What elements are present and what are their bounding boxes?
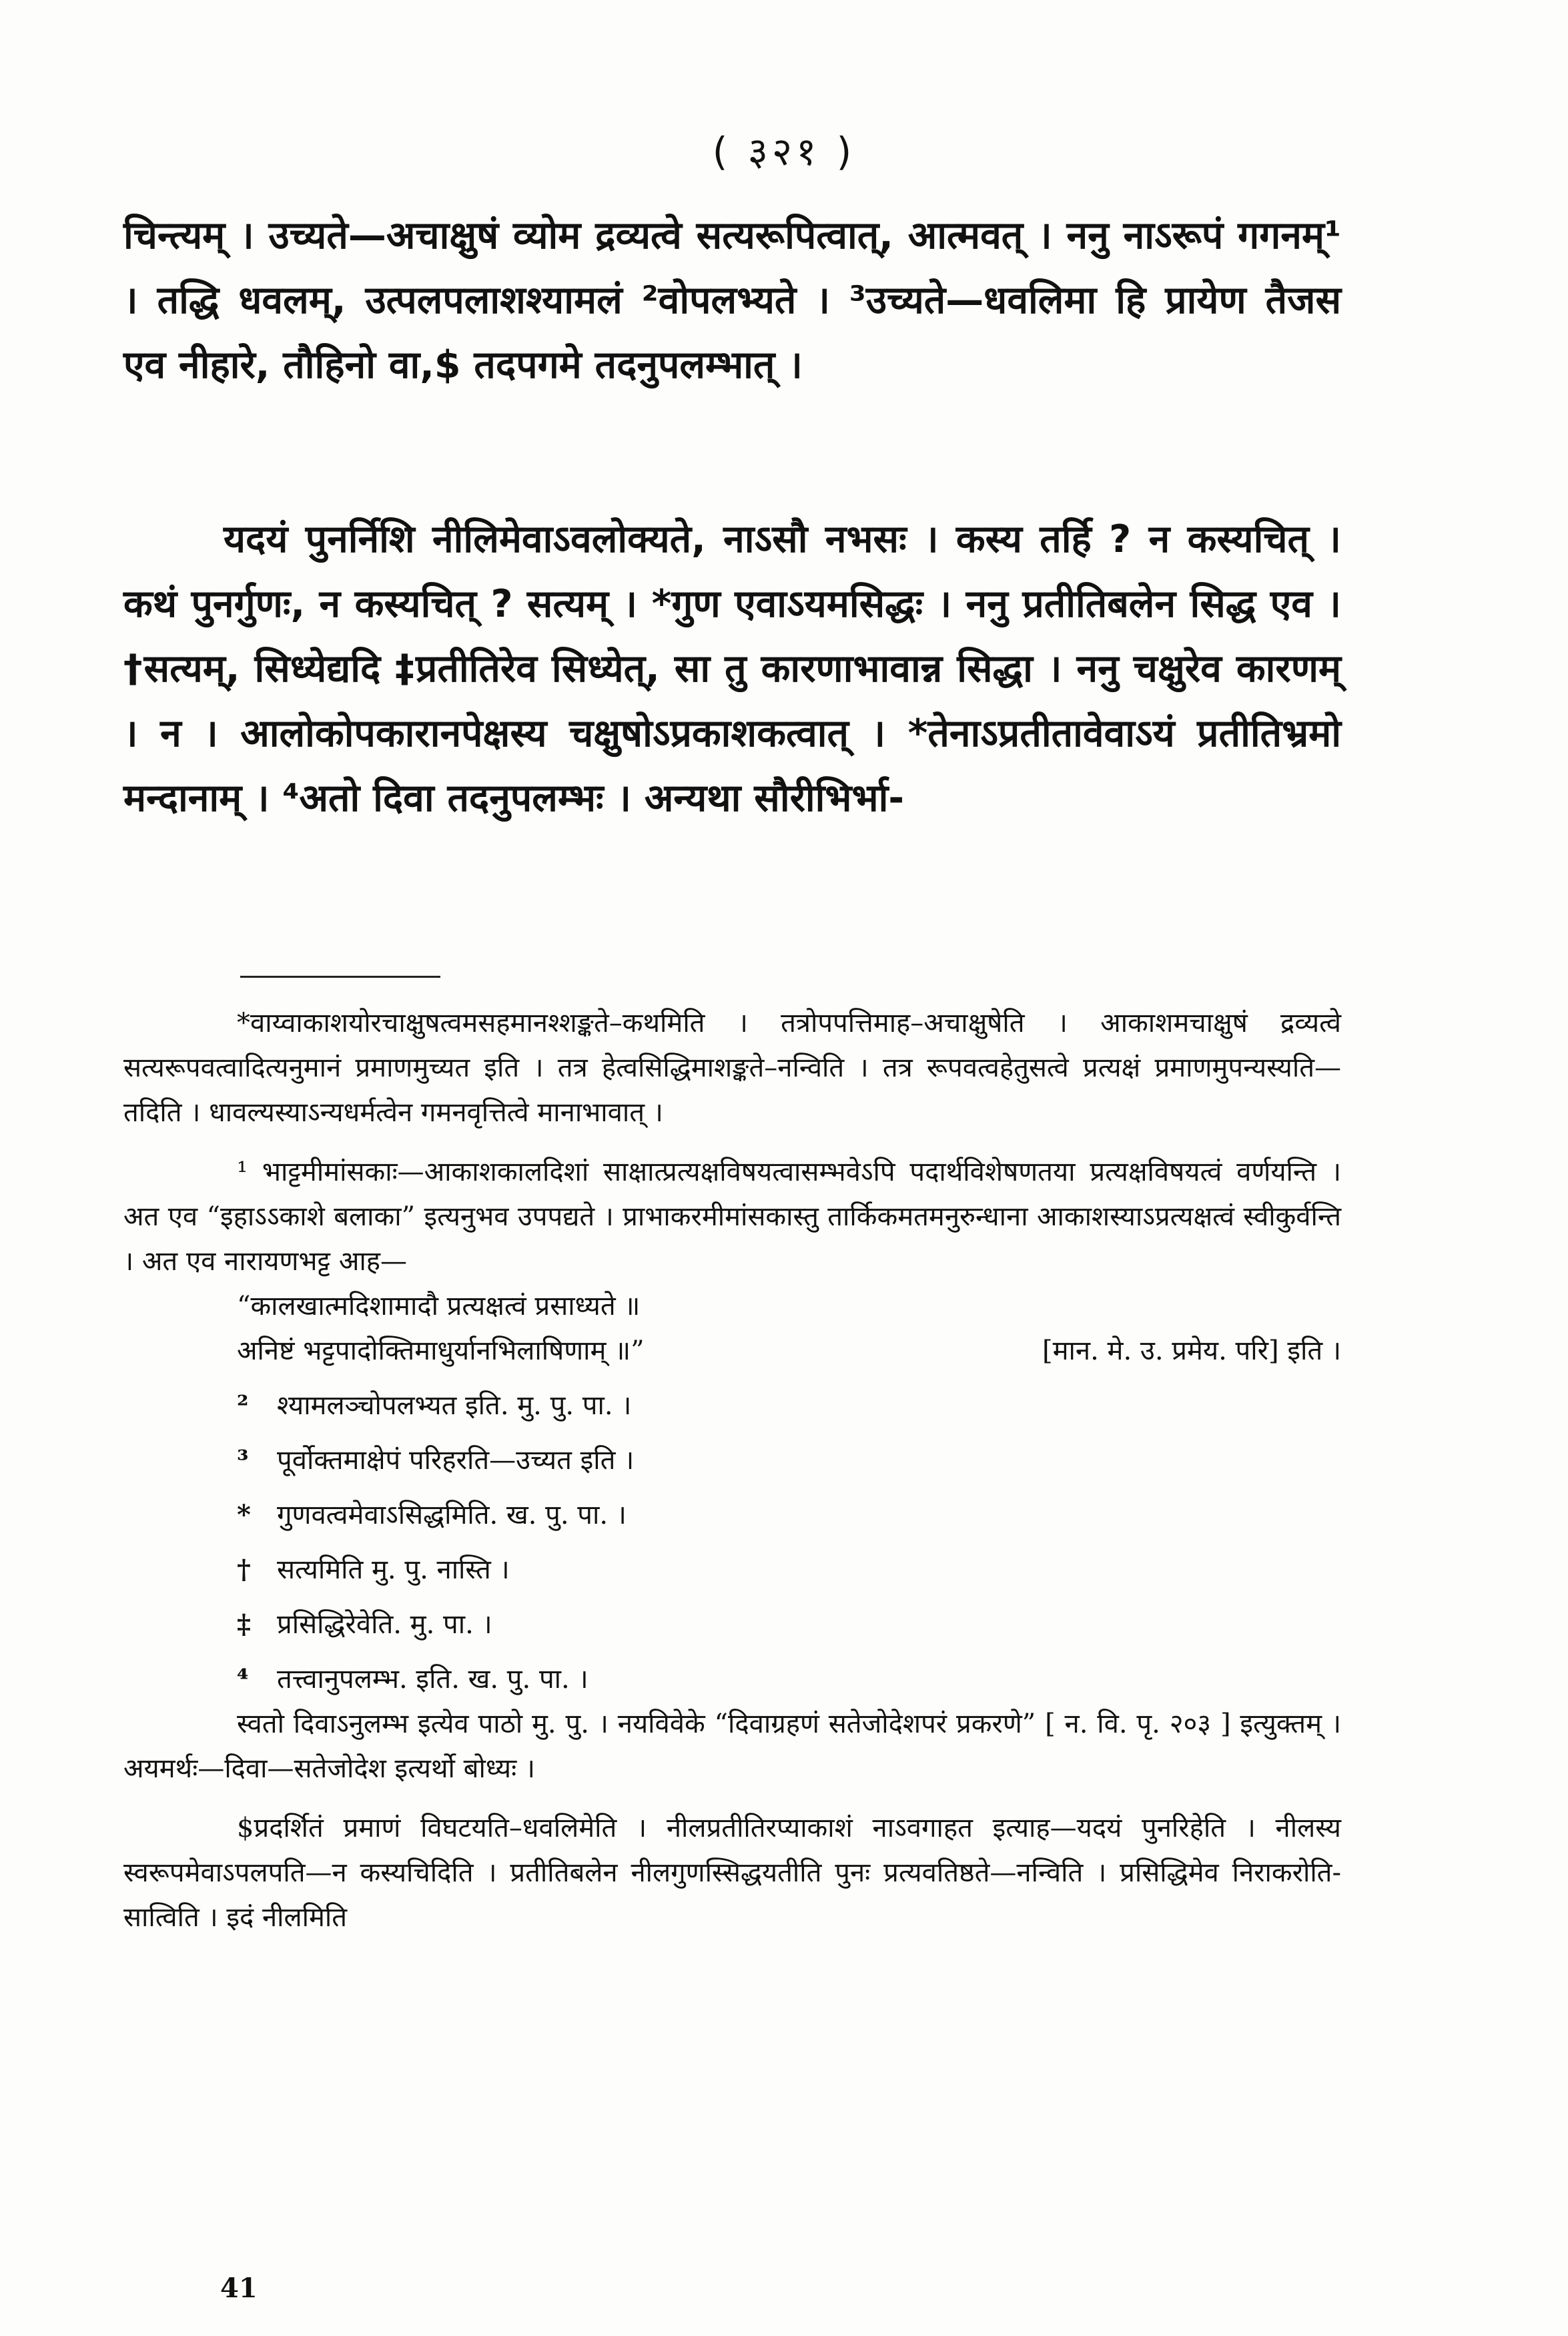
- footnotes: [123, 1001, 1341, 1940]
- footnote-star-2-text: गुणवत्वमेवाऽसिद्धमिति. ख. पु. पा. ।: [277, 1500, 627, 1530]
- footnote-dagger-text: सत्यमिति मु. पु. नास्ति ।: [277, 1554, 510, 1585]
- footnote-double-dagger: [123, 1602, 1341, 1647]
- footnote-4-continuation: स्वतो दिवाऽनुलम्भ इत्येव पाठो मु. पु. । नयविवेके “दिवाग्रहणं सतेजोदेशपरं प्रकरणे” [ न. वि. पृ. २०३ ] इत्युक्तम् । अयमर्थः—दिवा—सतेजोदेश इत्यर्थो बोध्यः ।: [123, 1709, 1341, 1784]
- folio-number: 41: [220, 2273, 258, 2304]
- footnote-1: ¹ भाट्टमीमांसकाः—आकाशकालदिशां साक्षात्प्रत्यक्षविषयत्वासम्भवेऽपि पदार्थविशेषणतया प्रत्यक्षविषयत्वं वर्णयन्ति । अत एव “इहाऽऽकाशे बलाका” इत्यनुभव उपपद्यते । प्राभाकरमीमांसकास्तु तार्किकमतमनुरुन्धाना आकाशस्याऽप्रत्यक्षत्वं स्वीकुर्वन्ति । अत एव नारायणभट्ट आह—: [123, 1157, 1341, 1277]
- verse-line-2-row: [123, 1329, 1341, 1374]
- footnote-4: [123, 1657, 1341, 1702]
- footnote-2: [123, 1383, 1341, 1428]
- footnote-double-dagger-mark: ‡: [237, 1609, 251, 1640]
- footnote-dagger: [123, 1547, 1341, 1592]
- footnote-4-text: तत्त्वानुपलम्भ. इति. ख. पु. पा. ।: [277, 1664, 589, 1695]
- page-number: ( ३२१ ): [712, 129, 856, 174]
- footnote-dollar: $प्रदर्शितं प्रमाणं विघटयति–धवलिमेति । नीलप्रतीतिरप्याकाशं नाऽवगाहत इत्याह—यदयं पुनरिहेति । नीलस्य स्वरूपमेवाऽपलपति—न कस्यचिदिति । प्रतीतिबलेन नीलगुणस्सिद्धयतीति पुनः प्रत्यवतिष्ठते—नन्विति । प्रसिद्धिमेव निराकरोति-सात्विति । इदं नीलमिति: [123, 1813, 1341, 1933]
- main-text-block: [123, 204, 1341, 398]
- footnote-3-mark: ³: [237, 1444, 249, 1476]
- main-paragraph-1: चिन्त्यम् । उच्यते—अचाक्षुषं व्योम द्रव्यत्वे सत्यरूपित्वात्, आत्मवत् । ननु नाऽरूपं गगनम्¹ । तद्धि धवलम्, उत्पलपलाशश्यामलं ²वोपलभ्यते । ³उच्यते—धवलिमा हि प्रायेण तैजस एव नीहारे, तौहिनो वा,$ तदपगमे तदनुपलम्भात् ।: [123, 214, 1341, 387]
- footnote-dagger-mark: †: [237, 1554, 251, 1585]
- footnote-3: [123, 1438, 1341, 1483]
- verse-source: [मान. मे. उ. प्रमेय. परि] इति ।: [1042, 1336, 1341, 1366]
- verse-line-2: अनिष्टं भट्टपादोक्तिमाधुर्यानभिलाषिणाम् ॥”: [237, 1336, 645, 1366]
- footnote-2-mark: ²: [237, 1390, 249, 1421]
- footnote-3-text: पूर्वोक्तमाक्षेपं परिहरति—उच्यत इति ।: [277, 1445, 635, 1476]
- footnote-star-2-mark: *: [237, 1499, 251, 1530]
- footnote-4-mark: ⁴: [237, 1663, 249, 1695]
- footnote-2-text: श्यामलञ्चोपलभ्यत इति. मु. पु. पा. ।: [277, 1390, 632, 1421]
- footnote-star: *वाय्वाकाशयोरचाक्षुषत्वमसहमानश्शङ्कते–कथमिति । तत्रोपपत्तिमाह–अचाक्षुषेति । आकाशमचाक्षुषं द्रव्यत्वे सत्यरूपवत्वादित्यनुमानं प्रमाणमुच्यत इति । तत्र हेत्वसिद्धिमाशङ्कते–नन्विति । तत्र रूपवत्वहेतुसत्वे प्रत्यक्षं प्रमाणमुपन्यस्यति—तदिति । धावल्यस्याऽन्यधर्मत्वेन गमनवृत्तित्वे मानाभावात् ।: [123, 1008, 1341, 1128]
- main-paragraph-2: यदयं पुनर्निशि नीलिमेवाऽवलोक्यते, नाऽसौ नभसः । कस्य तर्हि ? न कस्यचित् । कथं पुनर्गुणः, न कस्यचित् ? सत्यम् । *गुण एवाऽयमसिद्धः । ननु प्रतीतिबलेन सिद्ध एव । †सत्यम्, सिध्येद्यदि ‡प्रतीतिरेव सिध्येत्, सा तु कारणाभावान्न सिद्धा । ननु चक्षुरेव कारणम् । न । आलोकोपकारानपेक्षस्य चक्षुषोऽप्रकाशकत्वात् । *तेनाऽप्रतीतावेवाऽयं प्रतीतिभ्रमो मन्दानाम् । ⁴अतो दिवा तदनुपलम्भः । अन्यथा सौरीभिर्भा-: [123, 517, 1341, 820]
- footnote-divider: [240, 976, 440, 978]
- footnote-double-dagger-text: प्रसिद्धिरेवेति. मु. पा. ।: [277, 1609, 492, 1640]
- footnote-star-2: [123, 1492, 1341, 1538]
- main-text-block-2: [123, 507, 1341, 831]
- verse-line-1: “कालखात्मदिशामादौ प्रत्यक्षत्वं प्रसाध्यते ॥: [237, 1291, 641, 1322]
